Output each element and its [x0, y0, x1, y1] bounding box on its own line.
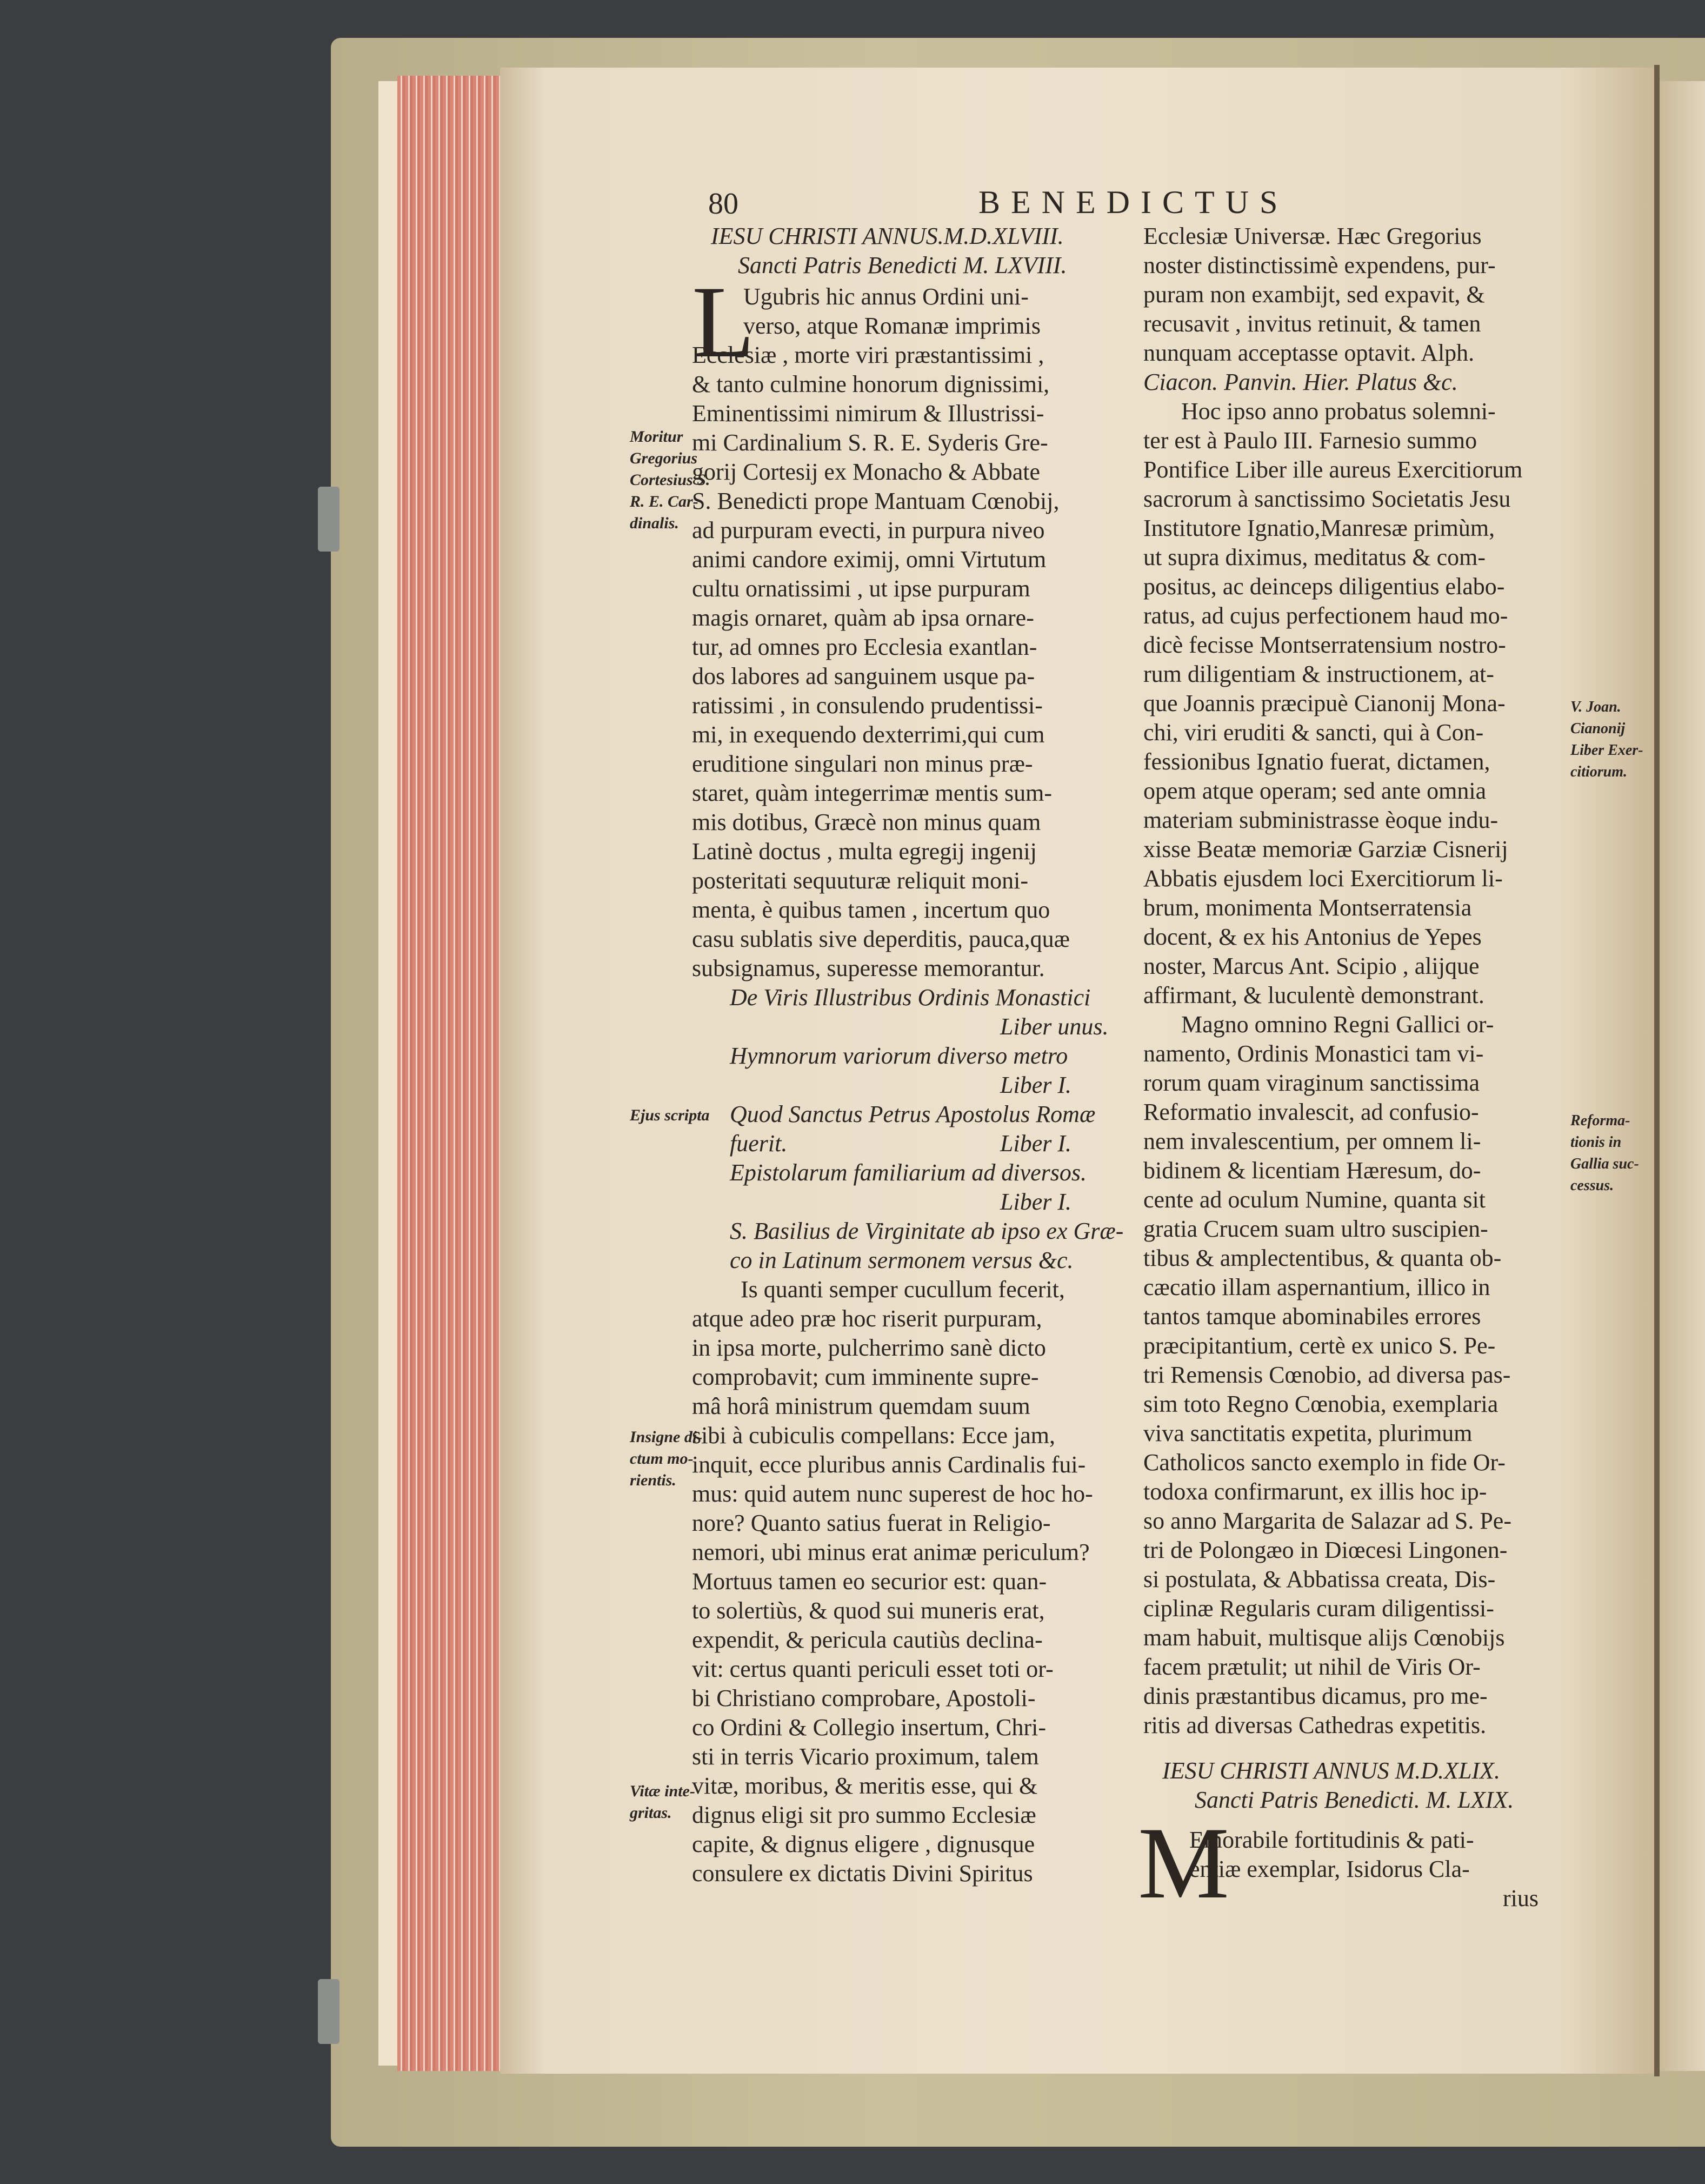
- body-line: materiam subministrasse èoque indu-: [1143, 807, 1498, 833]
- work-title: co in Latinum sermonem versus &c.: [730, 1247, 1074, 1273]
- body-line: ter est à Paulo III. Farnesio summo: [1143, 427, 1477, 454]
- body-line: Catholicos sancto exemplo in fide Or-: [1143, 1449, 1506, 1476]
- body-line: Abbatis ejusdem loci Exercitiorum li-: [1143, 865, 1503, 892]
- body-line: noster distinctissimè expendens, pur-: [1143, 252, 1496, 278]
- body-line: brum, monimenta Montserratensia: [1143, 894, 1472, 921]
- body-line: sacrorum à sanctissimo Societatis Jesu: [1143, 486, 1511, 512]
- body-line: recusavit , invitus retinuit, & tamen: [1143, 310, 1481, 337]
- body-line: Hoc ipso anno probatus solemni-: [1181, 398, 1496, 424]
- work-title: Quod Sanctus Petrus Apostolus Romæ: [730, 1101, 1096, 1127]
- body-line: mus: quid autem nunc superest de hoc ho-: [692, 1481, 1093, 1507]
- margin-note-left: rientis.: [630, 1471, 676, 1489]
- margin-note-left: Insigne di-: [630, 1428, 703, 1446]
- body-line: ad purpuram evecti, in purpura niveo: [692, 517, 1045, 543]
- margin-note-left: Moritur: [630, 428, 683, 446]
- body-line: co Ordini & Collegio insertum, Chri-: [692, 1714, 1047, 1741]
- body-line: cæcatio illam aspernantium, illico in: [1143, 1274, 1490, 1300]
- margin-note-left: Ejus scripta: [630, 1106, 710, 1124]
- body-line: cultu ornatissimi , ut ipse purpuram: [692, 575, 1030, 602]
- body-line: nunquam acceptasse optavit. Alph.: [1143, 340, 1475, 366]
- body-line: xisse Beatæ memoriæ Garziæ Cisnerij: [1143, 836, 1508, 862]
- body-line: mam habuit, multisque alijs Cœnobijs: [1143, 1624, 1505, 1651]
- clasp-bottom: [318, 1979, 339, 2044]
- work-title: De Viris Illustribus Ordinis Monastici: [730, 984, 1091, 1011]
- body-line: affirmant, & luculentè demonstrant.: [1143, 982, 1484, 1008]
- body-line: Institutore Ignatio,Manresæ primùm,: [1143, 515, 1495, 541]
- margin-note-left: Vitæ inte-: [630, 1782, 695, 1800]
- body-line: mi, in exequendo dexterrimi,qui cum: [692, 721, 1045, 748]
- margin-note-right: V. Joan.: [1570, 699, 1621, 715]
- body-line: ritis ad diversas Cathedras expetitis.: [1143, 1712, 1487, 1738]
- body-line: nore? Quanto satius fuerat in Religio-: [692, 1510, 1051, 1536]
- body-line: expendit, & pericula cautiùs declina-: [692, 1627, 1043, 1653]
- body-line: tantos tamque abominabiles errores: [1143, 1303, 1481, 1330]
- body-line: Ecclesiæ Universæ. Hæc Gregorius: [1143, 223, 1482, 249]
- page-number: 80: [708, 187, 738, 221]
- body-line: & tanto culmine honorum dignissimi,: [692, 371, 1050, 397]
- body-line: gratia Crucem suam ultro suscipien-: [1143, 1216, 1488, 1242]
- running-head: BENEDICTUS: [978, 184, 1289, 220]
- body-line: S. Benedicti prope Mantuam Cœnobij,: [692, 488, 1060, 514]
- body-line: ratissimi , in consulendo prudentissi-: [692, 692, 1043, 719]
- body-line: to solertiùs, & quod sui muneris erat,: [692, 1597, 1045, 1624]
- body-line: Is quanti semper cucullum fecerit,: [741, 1276, 1065, 1303]
- body-line: Ecclesiæ , morte viri præstantissimi ,: [692, 342, 1044, 368]
- drop-cap: L: [692, 265, 755, 379]
- body-line: casu sublatis sive deperditis, pauca,quæ: [692, 926, 1070, 952]
- catchword: rius: [1503, 1885, 1539, 1911]
- body-line: dicè fecisse Montserratensium nostro-: [1143, 632, 1506, 658]
- body-line: dinis præstantibus dicamus, pro me-: [1143, 1683, 1488, 1709]
- body-line: subsignamus, superesse memorantur.: [692, 955, 1045, 981]
- body-line: staret, quàm integerrimæ mentis sum-: [692, 780, 1052, 806]
- body-line: ciplinæ Regularis curam diligentissi-: [1143, 1595, 1494, 1622]
- body-line: so anno Margarita de Salazar ad S. Pe-: [1143, 1508, 1511, 1534]
- body-line: namento, Ordinis Monastici tam vi-: [1143, 1040, 1484, 1067]
- body-line: todoxa confirmarunt, ex illis hoc ip-: [1143, 1478, 1487, 1505]
- body-line: nem invalescentium, per omnem li-: [1143, 1128, 1481, 1154]
- body-line: gorij Cortesij ex Monacho & Abbate: [692, 459, 1040, 485]
- body-line: bi Christiano comprobare, Apostoli-: [692, 1685, 1036, 1711]
- body-line: eruditione singulari non minus præ-: [692, 751, 1033, 777]
- margin-note-right: Liber Exer-: [1570, 742, 1643, 759]
- body-line: positus, ac deinceps diligentius elabo-: [1143, 573, 1505, 600]
- body-line: entiæ exemplar, Isidorus Cla-: [1189, 1856, 1470, 1882]
- margin-note-right: Cianonij: [1570, 720, 1626, 737]
- margin-note-right: citiorum.: [1570, 764, 1628, 780]
- body-line: sim toto Regno Cœnobia, exemplaria: [1143, 1391, 1498, 1417]
- body-line: in ipsa morte, pulcherrimo sanè dicto: [692, 1335, 1046, 1361]
- body-line: docent, & ex his Antonius de Yepes: [1143, 924, 1482, 950]
- work-title: fuerit.: [730, 1130, 788, 1157]
- body-line: sibi à cubiculis compellans: Ecce jam,: [692, 1422, 1056, 1449]
- body-line: Ugubris hic annus Ordini uni-: [743, 283, 1029, 310]
- red-page-edges: [397, 76, 505, 2071]
- margin-note-left: Cortesius S.: [630, 471, 710, 489]
- body-line: verso, atque Romanæ imprimis: [743, 313, 1041, 339]
- margin-note-right: cessus.: [1570, 1177, 1614, 1194]
- body-line: consulere ex dictatis Divini Spiritus: [692, 1860, 1033, 1887]
- body-line: bidinem & licentiam Hæresum, do-: [1143, 1157, 1481, 1184]
- body-line: tibus & amplectentibus, & quanta ob-: [1143, 1245, 1502, 1271]
- work-title: Epistolarum familiarium ad diversos.: [730, 1159, 1087, 1186]
- body-line: capite, & dignus eligere , dignusque: [692, 1831, 1035, 1857]
- year-heading: IESU CHRISTI ANNUS M.D.XLIX.: [1162, 1757, 1500, 1784]
- body-line: menta, è quibus tamen , incertum quo: [692, 897, 1050, 923]
- margin-note-left: gritas.: [630, 1804, 672, 1822]
- body-line: ratus, ad cujus perfectionem haud mo-: [1143, 602, 1508, 629]
- body-line: vitæ, moribus, & meritis esse, qui &: [692, 1773, 1038, 1799]
- body-line: noster, Marcus Ant. Scipio , alijque: [1143, 953, 1480, 979]
- clasp-top: [318, 487, 339, 552]
- body-line: mâ horâ ministrum quemdam suum: [692, 1393, 1030, 1419]
- margin-note-right: Reforma-: [1570, 1112, 1630, 1129]
- body-line: vit: certus quanti periculi esset toti or-: [692, 1656, 1054, 1682]
- body-line: si postulata, & Abbatissa creata, Dis-: [1143, 1566, 1496, 1592]
- body-line: Pontifice Liber ille aureus Exercitiorum: [1143, 456, 1523, 483]
- body-line: opem atque operam; sed ante omnia: [1143, 778, 1487, 804]
- body-line: puram non exambijt, sed expavit, &: [1143, 281, 1485, 308]
- body-line: præcipitantium, certè ex unico S. Pe-: [1143, 1332, 1496, 1359]
- body-line: viva sanctitatis expetita, plurimum: [1143, 1420, 1473, 1446]
- body-line: chi, viri eruditi & sancti, qui à Con-: [1143, 719, 1484, 746]
- body-line: mis dotibus, Græcè non minus quam: [692, 809, 1041, 835]
- work-book: Liber I.: [1000, 1130, 1071, 1157]
- margin-note-left: dinalis.: [630, 514, 679, 532]
- body-line: sti in terris Vicario proximum, talem: [692, 1743, 1039, 1770]
- body-line: Mortuus tamen eo securior est: quan-: [692, 1568, 1047, 1595]
- body-line: rum diligentiam & instructionem, at-: [1143, 661, 1494, 687]
- margin-note-left: ctum mo-: [630, 1450, 694, 1468]
- body-line: que Joannis præcipuè Cianonij Mona-: [1143, 690, 1506, 716]
- body-line: comprobavit; cum imminente supre-: [692, 1364, 1039, 1390]
- body-line: fessionibus Ignatio fuerat, dictamen,: [1143, 748, 1490, 775]
- body-line: Eminentissimi nimirum & Illustrissi-: [692, 400, 1044, 427]
- body-line: tur, ad omnes pro Ecclesia exantlan-: [692, 634, 1037, 660]
- body-line: tri de Polongæo in Diœcesi Lingonen-: [1143, 1537, 1508, 1563]
- work-title: Hymnorum variorum diverso metro: [730, 1043, 1068, 1069]
- body-line: posteritati sequuturæ reliquit moni-: [692, 867, 1029, 894]
- margin-note-right: Gallia suc-: [1570, 1156, 1639, 1172]
- body-line: Ciacon. Panvin. Hier. Platus &c.: [1143, 369, 1458, 395]
- body-line: rorum quam viraginum sanctissima: [1143, 1070, 1480, 1096]
- facing-page-edge: [1660, 81, 1705, 2071]
- margin-note-left: Gregorius: [630, 449, 698, 467]
- body-line: dos labores ad sanguinem usque pa-: [692, 663, 1035, 689]
- body-line: Emorabile fortitudinis & pati-: [1189, 1827, 1474, 1853]
- work-book: Liber I.: [1000, 1189, 1071, 1215]
- body-line: dignus eligi sit pro summo Ecclesiæ: [692, 1802, 1036, 1828]
- year-heading-sub: Sancti Patris Benedicti. M. LXIX.: [1195, 1787, 1514, 1813]
- margin-note-left: R. E. Car-: [630, 493, 698, 510]
- body-line: tri Remensis Cœnobio, ad diversa pas-: [1143, 1362, 1511, 1388]
- body-line: nemori, ubi minus erat animæ periculum?: [692, 1539, 1090, 1565]
- gutter: [1654, 65, 1660, 2076]
- body-line: atque adeo præ hoc riserit purpuram,: [692, 1305, 1042, 1332]
- body-line: magis ornaret, quàm ab ipsa ornare-: [692, 605, 1034, 631]
- work-book: Liber unus.: [1000, 1013, 1109, 1040]
- body-line: mi Cardinalium S. R. E. Syderis Gre-: [692, 429, 1048, 456]
- body-line: cente ad oculum Numine, quanta sit: [1143, 1186, 1486, 1213]
- body-line: facem prætulit; ut nihil de Viris Or-: [1143, 1654, 1481, 1680]
- body-line: inquit, ecce pluribus annis Cardinalis fui-: [692, 1451, 1086, 1478]
- work-book: Liber I.: [1000, 1072, 1071, 1098]
- work-title: S. Basilius de Virginitate ab ipso ex Græ-: [730, 1218, 1124, 1244]
- year-heading-sub: Sancti Patris Benedicti M. LXVIII.: [738, 252, 1067, 278]
- body-line: Latinè doctus , multa egregij ingenij: [692, 838, 1037, 865]
- body-line: Magno omnino Regni Gallici or-: [1181, 1011, 1494, 1038]
- body-line: Reformatio invalescit, ad confusio-: [1143, 1099, 1479, 1125]
- margin-note-right: tionis in: [1570, 1134, 1622, 1151]
- body-line: animi candore eximij, omni Virtutum: [692, 546, 1047, 573]
- drop-cap: M: [1138, 1807, 1229, 1920]
- body-line: ut supra diximus, meditatus & com-: [1143, 544, 1486, 570]
- year-heading: IESU CHRISTI ANNUS.M.D.XLVIII.: [711, 223, 1064, 249]
